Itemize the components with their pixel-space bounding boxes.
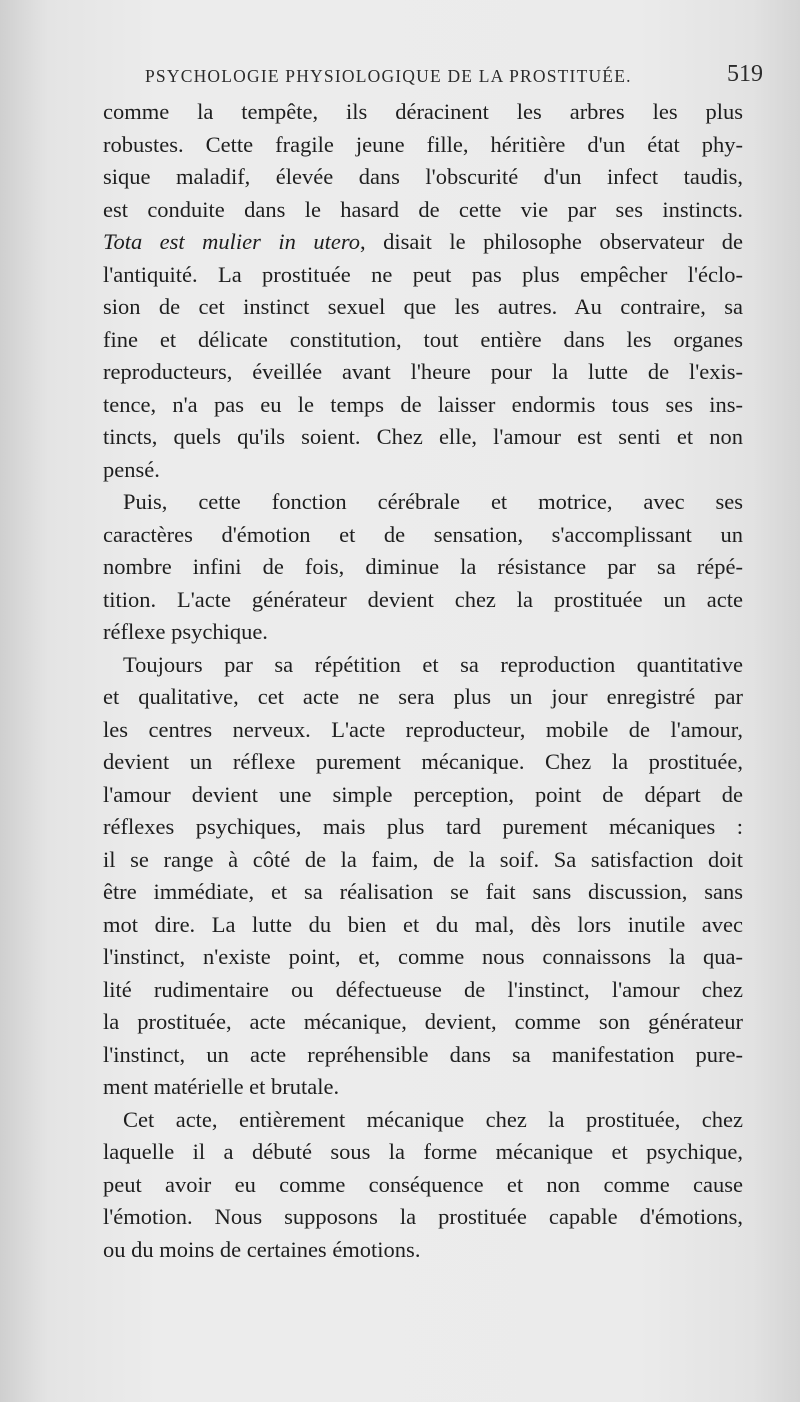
text-line: lité rudimentaire ou défectueuse de l'instinct, l'amour chez xyxy=(103,976,743,1002)
text-line: sique maladif, élevée dans l'obscurité d'un infect taudis, xyxy=(103,164,743,189)
text-line: pensé. xyxy=(103,456,160,482)
text-line: mot dire. La lutte du bien et du mal, dès lors inutile avec xyxy=(103,911,743,937)
text-line: Cet acte, entièrement mécanique chez la prostituée, chez xyxy=(123,1106,743,1132)
body-text xyxy=(103,96,743,1266)
text-line: réflexes psychiques, mais plus tard purement mécaniques : xyxy=(103,814,743,839)
text-line: sion de cet instinct sexuel que les autres. Au contraire, sa xyxy=(103,294,743,319)
text-line: il se range à côté de la faim, de la soif. Sa satisfaction doit xyxy=(103,846,743,872)
text-line: ment matérielle et brutale. xyxy=(103,1074,340,1099)
text-line: est conduite dans le hasard de cette vie par ses instincts. xyxy=(103,196,743,222)
text-line: caractères d'émotion et de sensation, s'accomplissant un xyxy=(103,521,743,547)
text-line: l'instinct, n'existe point, et, comme nous connaissons la qua- xyxy=(103,944,743,969)
text-line: tincts, quels qu'ils soient. Chez elle, l'amour est senti et non xyxy=(103,424,743,449)
latin-quote: Tota est mulier in utero xyxy=(103,229,361,254)
text-line: être immédiate, et sa réalisation se fait sans discussion, sans xyxy=(103,879,743,904)
text-line: reproducteurs, éveillée avant l'heure pour la lutte de l'exis- xyxy=(103,359,743,384)
text-line: et qualitative, cet acte ne sera plus un jour enregistré par xyxy=(103,684,743,709)
text-line: fine et délicate constitution, tout entière dans les organes xyxy=(103,326,743,352)
page-number: 519 xyxy=(727,61,763,87)
text-line: tition. L'acte générateur devient chez la prostituée un acte xyxy=(103,586,743,612)
text-line: ou du moins de certaines émotions. xyxy=(103,1236,421,1262)
text-line: Puis, cette fonction cérébrale et motrice, avec ses xyxy=(123,489,743,514)
text-line: réflexe psychique. xyxy=(103,619,268,644)
text-line-rest: , disait le philosophe observateur de xyxy=(360,229,743,254)
text-line: l'émotion. Nous supposons la prostituée capable d'émotions, xyxy=(103,1204,743,1229)
text-line: l'antiquité. La prostituée ne peut pas plus empêcher l'éclo- xyxy=(103,261,743,287)
text-line: tence, n'a pas eu le temps de laisser endormis tous ses ins- xyxy=(103,391,743,417)
running-head xyxy=(145,58,763,90)
text-line: l'instinct, un acte repréhensible dans sa manifestation pure- xyxy=(103,1041,743,1067)
text-line xyxy=(103,226,743,259)
text-line: peut avoir eu comme conséquence et non comme cause xyxy=(103,1171,743,1197)
running-title: PSYCHOLOGIE PHYSIOLOGIQUE DE LA PROSTITUÉE. xyxy=(145,66,632,86)
text-line: Toujours par sa répétition et sa reproduction quantitative xyxy=(123,651,743,677)
text-line: les centres nerveux. L'acte reproducteur, mobile de l'amour, xyxy=(103,716,743,742)
text-line: laquelle il a débuté sous la forme mécanique et psychique, xyxy=(103,1139,743,1164)
text-line: l'amour devient une simple perception, point de départ de xyxy=(103,781,743,807)
text-line: la prostituée, acte mécanique, devient, comme son générateur xyxy=(103,1009,743,1034)
text-line: nombre infini de fois, diminue la résistance par sa répé- xyxy=(103,554,743,579)
text-line: robustes. Cette fragile jeune fille, héritière d'un état phy- xyxy=(103,131,743,157)
text-line: comme la tempête, ils déracinent les arbres les plus xyxy=(103,99,743,124)
text-line: devient un réflexe purement mécanique. Chez la prostituée, xyxy=(103,749,743,774)
